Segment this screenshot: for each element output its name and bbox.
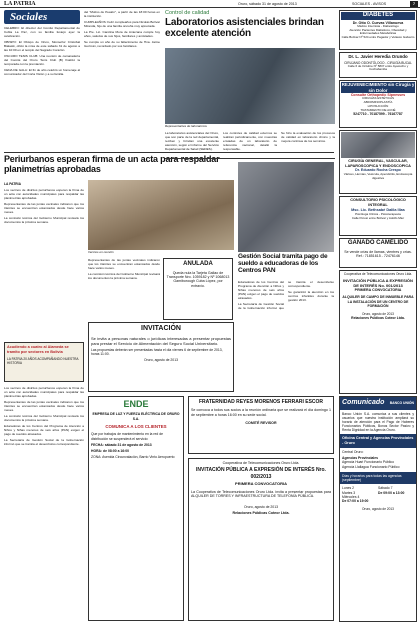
diabetes-text: Atención Pacientes Diabéticos, Obesidad y Enfermedades Metabólicas: [349, 27, 407, 36]
agencias-line: Agencias Provinciales: [342, 456, 378, 461]
promo-subtitle: LA PATRIA 20 AÑOS ACOMPAÑANDO NUESTRA HISTORIA: [7, 357, 79, 366]
coteor-date: Oruro, agosto de 2013: [244, 504, 278, 509]
cirugia-ad: [339, 130, 417, 194]
cirugia-doctor: Dr. Eduardo Rocha Crespo: [355, 168, 401, 173]
consultorio-doctor: Msc. Lic. Bethsabé Dalila Illas: [351, 208, 405, 213]
ende-company: EMPRESA DE LUZ Y FUERZA ELÉCTRICA DE ORURO S.A.: [92, 412, 180, 421]
divider: [4, 152, 334, 153]
coteor-org: Cooperativa de Telecomunicaciones Oruro Ltda.: [222, 461, 300, 465]
periurbanos-continued: [4, 386, 84, 618]
anulada-title: ANULADA: [183, 261, 213, 267]
weekday-hours: De 07:00 a 19:00: [342, 499, 369, 504]
article-paragraph: Los vecinos de distritos periurbanos esperan la firma de un acta con autoridades municipales para respaldar las planimetrías aprobadas.: [4, 386, 84, 399]
article-paragraph: La comisión técnica del Gobierno Municipal revisará los documentos la próxima semana.: [88, 272, 160, 281]
sociales-paragraph: del "Molino de Peatón", a partir de las 18:00 horas en la institución.: [84, 10, 160, 19]
coteor-right-sign: Relaciones Públicas Coteor Ltda.: [351, 316, 405, 321]
sociales-paragraph: Se cumple un año de su fallecimiento de Hna. Jaime Guzmán, recordado por sus familiares.: [84, 40, 160, 49]
promo-title: Acudiendo a cuatro al Alameda se tramito por sectores en Bolivia: [7, 345, 69, 354]
weekday: Lunes 2: [342, 486, 355, 491]
coteor-body: La Cooperativa de Telecomunicaciones Oruro Ltda. invita a presentar propuestas para ALQUILER DE TORRES Y INFRAESTRUCTURA DE TELEFONÍA PÚBLICA.: [191, 489, 331, 499]
rejuvenecimiento-ad: [339, 80, 417, 128]
diabetes-doctor: Dr. Otto O. Cuevas Villanueva: [352, 20, 404, 25]
coteor-right-body: ALQUILER DE CAMPO DE INMUEBLE PARA LA INSTALACIÓN DE UN CENTRO DE FORMACIÓN: [342, 295, 414, 308]
rejuv-title: REJUVENECIMIENTO sin Cirugía y sin Dolor: [341, 82, 415, 93]
diabetes-title: DIABETES: [341, 12, 415, 20]
article-paragraph: La Secretaría de Gestión Social de la Gobernación informó que se tramita el desembolso correspondiente.: [4, 438, 84, 447]
agencias-line: Agencia Llallagua Funcionario Público: [342, 464, 400, 469]
rejuv-phone: 5247710 - 70187599 - 76167787: [353, 112, 403, 117]
article-paragraph: La comisión técnica del Gobierno Municipal revisará los documentos la próxima semana.: [4, 216, 84, 225]
rejuv-line: LIPOSUCCIÓN: [367, 103, 389, 108]
heredia-address: Calle 6 de Octubre Nº 5837 entre Ayacucho y Cochabamba: [347, 63, 409, 72]
cirugia-title: CIRUGÍA GENERAL, VASCULAR, LAPAROSCOPICA Y ENDOSCOPICA: [345, 159, 411, 168]
diabetes-spec: Médico Internista - Diabetólogo: [357, 23, 399, 28]
oficina-title: Oficina Central y Agencias Provinciales - Oruro: [340, 434, 416, 447]
coteor-subtitle: PRIMERA CONVOCATORIA: [235, 480, 287, 486]
anulada-text: Queda nula la Tarjeta Gallao de Transporte Nro. 1059182 y Nº 1068013 Gamiborough Cuba López, por extravío.: [166, 270, 230, 288]
coteor-right-ad: [339, 270, 417, 394]
sociales-paragraph: OSCURO TENIS CLUB: Una reunión de camaradería del Comité del Oruro Tenis Club (B) finalizó la temporada con la premiación.: [4, 54, 80, 67]
article-paragraph: Se hizo la evaluación de los procesos de calidad en laboratorio clínico y la mejora continua de los servicios.: [281, 131, 335, 144]
cirugia-photo: [341, 132, 415, 158]
invitacion-text: Se invita a personas naturales o jurídicas interesadas a presentar propuestas para prestar el Servicio de Alimentación del Seguro Social Universitario.: [91, 335, 231, 346]
ende-ad: [88, 396, 184, 621]
invitacion-date: Oruro, agosto de 2013: [144, 358, 178, 363]
diabetes-address: Calle Bolívar Nº 524 entre Pagador y Velasco Galvarro: [341, 35, 415, 40]
rejuv-sub: Consulte Orthopedic Sipnesses: [350, 93, 406, 97]
comunicado-text: Banco Unión S.A. comunica a sus clientes y usuarios que nuestra institución ampliará su horario de atención para el Pago de Haberes Funcionarios Públicos, Bonos Sector Pasivo y Renta Dignidad en la Agencia Oruro.: [342, 411, 414, 433]
coteor-right-date: Oruro, agosto de 2013: [362, 312, 394, 317]
article-paragraph: Educadoras de los Centros del Programa de Atención a Niños y Niñas menores de seis años (PAN) exigen el pago de sueldos atrasados.: [4, 424, 84, 437]
article-paragraph: La comisión técnica del Gobierno Municipal revisará los documentos la próxima semana.: [4, 414, 84, 423]
saturday: Sábado 7: [378, 486, 393, 491]
fraternidad-text: Se convoca a todos sus socios a la reunión ordinaria que se realizará el día domingo 1 de septiembre a horas 16:00 en su sede social.: [191, 408, 331, 417]
sociales-column-2: [84, 10, 160, 150]
ende-line: FECHA: sábado 31 de agosto de 2013: [91, 442, 152, 447]
comunicado-ad: [339, 396, 417, 622]
headline-gestion-social: Gestión Social tramita pago de sueldo a educadoras de los Centros PAN: [238, 253, 328, 275]
rejuv-line: TRATAMIENTO DE ACNÉ: [360, 107, 396, 112]
comunicado-header: [340, 397, 416, 410]
rejuv-line: ABDOMINOPLASTÍA: [363, 100, 393, 105]
photo-caption: Vecinos en reunión: [88, 250, 114, 254]
bank-logo: BANCO UNIÓN: [389, 401, 414, 406]
periurbanos-body-2: [88, 258, 160, 318]
consultorio-text: Psicóloga Clínica - Psicoterapeuta: [355, 212, 401, 217]
weekday: Martes 3: [342, 490, 356, 495]
gestion-photo: [238, 162, 334, 252]
section-name: SOCIALES - AVISOS: [352, 2, 387, 6]
fraternidad-title: FRATERNIDAD REYES MORENOS FERRARI ESCOR: [198, 399, 324, 405]
consultorio-title: CONSULTORIO PSICOLÓGICO INTEGRAL: [350, 198, 406, 207]
ganado-title: GANADO CAMÉLIDO: [347, 240, 409, 246]
anulada-notice: [163, 258, 233, 320]
newspaper-brand: LA PATRIA: [4, 1, 36, 7]
ende-line: HORA: de 08:00 a 16:00: [91, 449, 130, 453]
promo-box: [4, 342, 84, 382]
issue-date: Oruro, sábado 31 de agosto de 2013: [238, 2, 297, 6]
invitacion-ad: [88, 322, 234, 392]
invitacion-detail: Las propuestas deberán ser presentadas hasta el día viernes 6 de septiembre de 2013, horas 11:00.: [91, 347, 223, 356]
saturday-hours: De 09:00 a 13:00: [378, 490, 405, 495]
photo-caption: Representantes de laboratorios: [165, 124, 207, 128]
masthead: [0, 0, 420, 8]
gestion-body: [238, 280, 334, 370]
fraternidad-ad: [188, 396, 334, 454]
consultorio-ad: [339, 196, 417, 236]
rejuv-line: CIRUGÍAS ESTÉTICAS: [361, 96, 394, 101]
headline-periurbanos: Periurbanos esperan firma de un acta para respaldar planimetrías aprobadas: [4, 154, 220, 174]
article-paragraph: La Secretaría de Gestión Social de la Gobernación informó que se tramita el desembolso correspondiente.: [238, 280, 334, 311]
ganado-ad: [339, 238, 417, 268]
coteor-right-sub: PRIMERA CONVOCATORIA: [354, 288, 402, 292]
sociales-paragraph: La Pre. Lic. Carolina Mora de Antezana cumple hoy años, saludos de sus hijos, familiares y amistades.: [84, 30, 160, 39]
coteor-right-title: INVITACIÓN PÚBLICA A EXPRESIÓN DE INTERÉS No. 001/2013: [343, 278, 413, 288]
article-lead: LA PATRIA: [4, 182, 21, 186]
ende-line: Que por trabajos de mantenimiento en la red de distribución se suspenderá el servicio:: [91, 432, 164, 441]
page-number: 7: [410, 1, 418, 7]
article-paragraph: Los vecinos de distritos periurbanos esperan la firma de un acta con autoridades municipales para respaldar las planimetrías aprobadas.: [4, 188, 84, 201]
coteor-title: INVITACIÓN PÚBLICA A EXPRESIÓN DE INTERÉS Nro. 002/2013: [196, 467, 326, 480]
sociales-title: Sociales: [10, 11, 48, 23]
section-label: Control de calidad: [165, 10, 210, 16]
ende-line: ZONA: Avenida Circunvalación, Barrio Vinto Aeropuerto: [91, 455, 175, 460]
article-paragraph: Representantes de las juntas vecinales indicaron que los trámites se encuentran estancados desde hace varios meses.: [4, 400, 84, 413]
table-header: Días y horarios para todas las agencias (septiembre): [340, 472, 416, 485]
ende-logo: ENDE: [123, 399, 149, 409]
cirugia-text: Várices, Hernias, Vesícula, Apendicitis, Endoscopía digestiva: [343, 171, 413, 180]
weekday: Miércoles 4: [342, 494, 360, 499]
headline-laboratorios: Laboratorios asistenciales brindan excelente atención: [165, 17, 324, 39]
sociales-paragraph: CUMPLEAÑOS: Feliz cumpleaños para Nicolás Bolívar Miranda, hijo de una familia orureña muy apreciada.: [84, 20, 160, 29]
periurbanos-body: [4, 180, 84, 340]
diabetes-ad: [339, 10, 417, 50]
periurbanos-photo: [88, 180, 234, 250]
sociales-paragraph: OBISPO: El Obispo de Oruro, Monseñor Cristóbal Bialasik, ofició la misa de este sábado 31 de agosto a las 10:00 en el templo del Sagrado Corazón.: [4, 40, 80, 53]
article-paragraph: La laboratorios asistenciales del Oruro, que son parte de la red departamental, reciben y brindan una excelente atención, según el informe del Servicio Departamental de Salud (SEDES).: [165, 131, 219, 152]
heredia-title: Dr. L. Javier Heredia Orundo: [348, 54, 408, 59]
invitacion-title: INVITACIÓN: [141, 325, 181, 332]
ende-heading: COMUNICA A LOS CLIENTES: [105, 423, 167, 429]
article-paragraph: Educadoras de los Centros del Programa de Atención a Niños y Niñas menores de seis años (PAN) exigen el pago de sueldos atrasados.: [238, 280, 284, 301]
central-label: Central Oruro:: [342, 449, 364, 454]
article-paragraph: Representantes de las juntas vecinales indicaron que los trámites se encuentran estancados desde hace varios meses.: [88, 258, 160, 271]
laboratorios-photo: [165, 48, 335, 124]
article-paragraph: Se garantizó la atención en los centros infantiles durante la gestión 2013.: [288, 290, 334, 303]
article-paragraph: Los controles de calidad externos se realizan periódicamente, con muestras enviadas de un laboratorio de referencia nacional, detalló la responsable.: [223, 131, 277, 152]
coteor-invitacion-ad: [188, 458, 334, 621]
heredia-text: CIRUJANO ODONTÓLOGO - CIRUGÍA BUCAL: [344, 60, 412, 65]
ganado-text: Se vende crías de llamas, vientres y crías. Ref.: 71851615 - 72476146: [344, 249, 412, 258]
weekday-block: [342, 486, 378, 503]
consultorio-address: Calle Potosí entre Bolívar y Adolfo Mier: [351, 215, 405, 220]
divider: [165, 158, 335, 159]
sociales-paragraph: CELEBRO: El director del Comité Departamental de Cobla La Paz, con su familia festejó ayer la celebración.: [4, 26, 80, 39]
schedule-table: [340, 484, 416, 505]
saturday-block: [378, 486, 414, 503]
coteor-right-org: Cooperativa de Telecomunicaciones Oruro Ltda.: [343, 272, 413, 276]
coteor-sign: Relaciones Públicas Coteor Ltda.: [232, 511, 290, 516]
sociales-banner: [4, 10, 80, 24]
sociales-column-1: [4, 26, 80, 152]
sociales-paragraph: CENA DE GALA: El fin de año celebró un homenaje al comunicador del Corta Visión y a su familia.: [4, 68, 80, 77]
comunicado-footer: Oruro, agosto de 2013: [362, 507, 394, 512]
agencias-line: Agencia Huari Funcionario Público: [342, 460, 395, 465]
article-paragraph: Representantes de las juntas vecinales indicaron que los trámites se encuentran estancados desde hace varios meses.: [4, 202, 84, 215]
heredia-ad: [339, 52, 417, 78]
comunicado-title: Comunicado: [342, 399, 385, 406]
fraternidad-sign: COMITÉ REVISOR: [245, 421, 277, 426]
